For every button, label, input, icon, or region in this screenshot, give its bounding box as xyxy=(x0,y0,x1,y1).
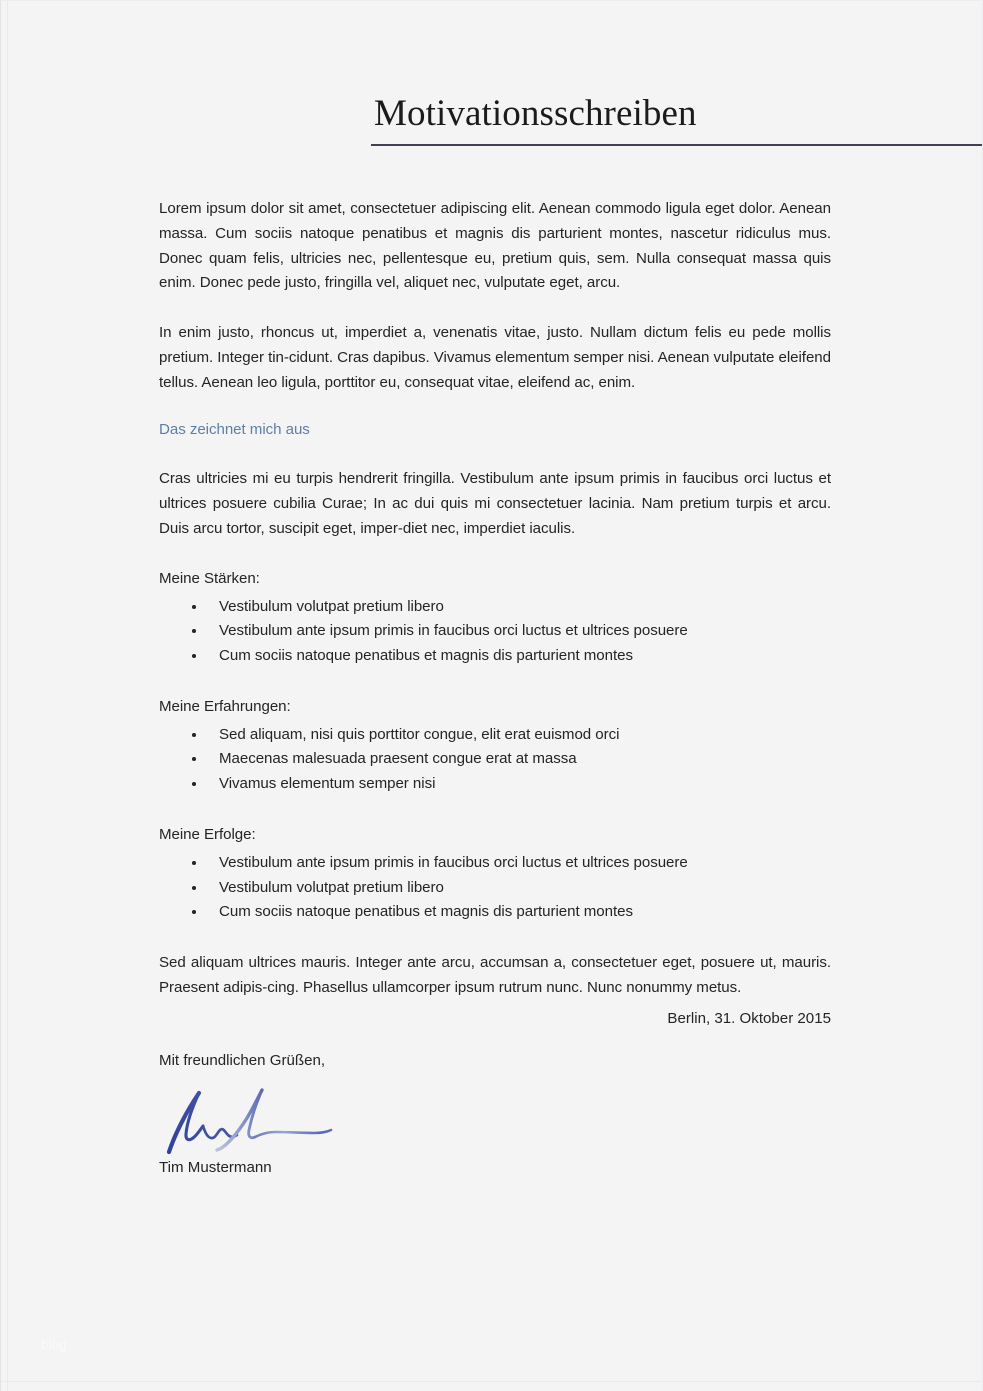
paragraph-intro-1: Lorem ipsum dolor sit amet, consectetuer adipiscing elit. Aenean commodo ligula eget dolor. Aenean massa. Cum sociis natoque penatibus et magnis dis parturient montes, nascetur ridiculus mus. Donec quam felis, ultricies nec, pellentesque eu, pretium quis, sem. Nulla consequat massa quis enim. Donec pede justo, fringilla vel, aliquet nec, vulputate eget, arcu. xyxy=(159,200,831,292)
list-item xyxy=(159,851,831,875)
title-divider xyxy=(371,144,982,146)
bullet-icon xyxy=(192,629,196,633)
bullet-icon xyxy=(192,782,196,786)
list-item xyxy=(159,619,831,643)
page-title: Motivationsschreiben xyxy=(374,93,697,134)
document-body xyxy=(159,197,831,1181)
bullet-icon xyxy=(192,757,196,761)
list-erfahrungen xyxy=(159,723,831,797)
paragraph-body-1: Cras ultricies mi eu turpis hendrerit fringilla. Vestibulum ante ipsum primis in faucibus orci luctus et ultrices posuere cubilia Curae; In ac dui quis mi consectetuer lacinia. Nam pretium turpis et arcu. Duis arcu tortor, suscipit eget, imper-diet nec, imperdiet iaculis. xyxy=(159,470,831,537)
list-item xyxy=(159,876,831,900)
list-item-label: Maecenas malesuada praesent congue erat at massa xyxy=(219,750,577,768)
list-item-label: Cum sociis natoque penatibus et magnis dis parturient montes xyxy=(219,647,633,665)
signer-name: Tim Mustermann xyxy=(159,1159,272,1176)
list-item xyxy=(159,747,831,771)
list-item-label: Vestibulum ante ipsum primis in faucibus orci luctus et ultrices posuere xyxy=(219,622,688,640)
date-line: Berlin, 31. Oktober 2015 xyxy=(667,1010,831,1028)
list-label-erfahrungen: Meine Erfahrungen: xyxy=(159,697,291,715)
bullet-icon xyxy=(192,654,196,658)
list-label-staerken: Meine Stärken: xyxy=(159,569,260,587)
list-item xyxy=(159,644,831,668)
list-label-erfolge: Meine Erfolge: xyxy=(159,825,256,843)
bullet-icon xyxy=(192,861,196,865)
watermark: blog xyxy=(41,1337,67,1352)
list-item-label: Vestibulum ante ipsum primis in faucibus orci luctus et ultrices posuere xyxy=(219,853,688,871)
list-staerken xyxy=(159,595,831,669)
bullet-icon xyxy=(192,733,196,737)
bullet-icon xyxy=(192,886,196,890)
document-header xyxy=(371,93,982,146)
list-item-label: Vivamus elementum semper nisi xyxy=(219,775,436,793)
list-item-label: Vestibulum volutpat pretium libero xyxy=(219,878,444,896)
paragraph-closing: Sed aliquam ultrices mauris. Integer ante arcu, accumsan a, consectetuer eget, posuere ut, mauris. Praesent adipis-cing. Phasellus ullamcorper ipsum rutrum nunc. Nunc nonummy metus. xyxy=(159,953,831,996)
list-item xyxy=(159,772,831,796)
list-item xyxy=(159,723,831,747)
handwritten-signature-icon xyxy=(159,1078,379,1156)
list-erfolge xyxy=(159,851,831,925)
list-item xyxy=(159,900,831,924)
bullet-icon xyxy=(192,910,196,914)
section-heading: Das zeichnet mich aus xyxy=(159,420,310,438)
list-item-label: Cum sociis natoque penatibus et magnis dis parturient montes xyxy=(219,903,633,921)
list-item xyxy=(159,595,831,619)
salutation: Mit freundlichen Grüßen, xyxy=(159,1052,326,1070)
list-item-label: Sed aliquam, nisi quis porttitor congue, elit erat euismod orci xyxy=(219,725,620,743)
bullet-icon xyxy=(192,605,196,609)
list-item-label: Vestibulum volutpat pretium libero xyxy=(219,597,444,615)
paragraph-intro-2: In enim justo, rhoncus ut, imperdiet a, venenatis vitae, justo. Nullam dictum felis eu pede mollis pretium. Integer tin-cidunt. Cras dapibus. Vivamus elementum semper nisi. Aenean vulputate eleifend tellus. Aenean leo ligula, porttitor eu, consequat vitae, eleifend ac, enim. xyxy=(159,324,831,391)
